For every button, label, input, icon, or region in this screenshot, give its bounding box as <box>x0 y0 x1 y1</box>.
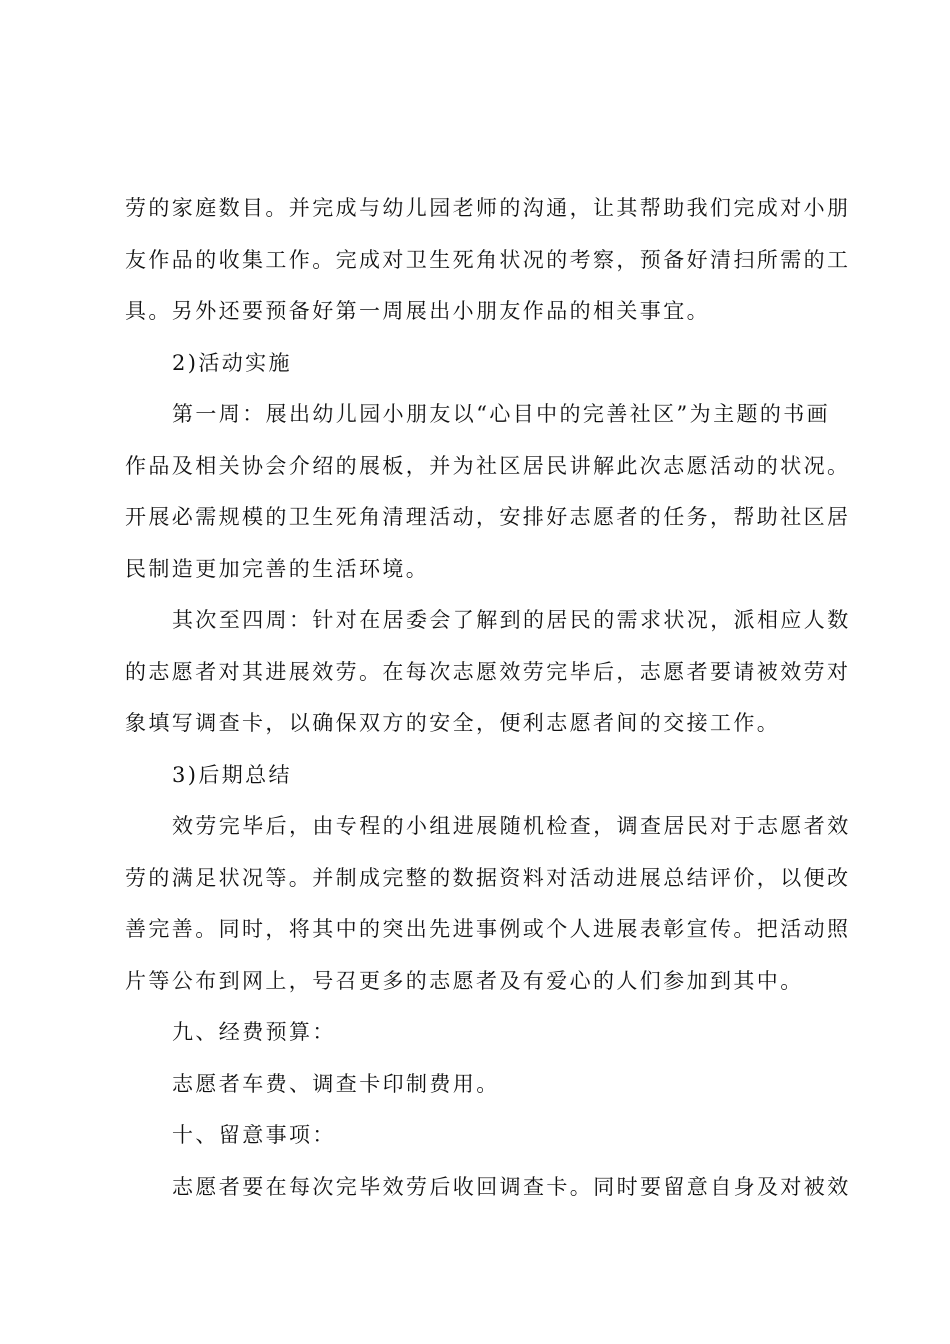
paragraph-budget <box>125 1059 830 1111</box>
text-line: 效劳完毕后，由专程的小组进展随机检查，调查居民对于志愿者效 <box>172 814 851 838</box>
paragraph-week-one <box>125 389 851 595</box>
heading-text: 十、留意事项： <box>172 1123 336 1147</box>
text-line: 志愿者车费、调查卡印制费用。 <box>172 1071 500 1096</box>
heading-text: 3)后期总结 <box>172 762 292 787</box>
section-heading-notes <box>125 1110 830 1162</box>
text-line: 开展必需规模的卫生死角清理活动，安排好志愿者的任务，帮助社区居 <box>125 505 851 529</box>
paragraph-notes <box>125 1162 851 1214</box>
text-line: 片等公布到网上，号召更多的志愿者及有爱心的人们参加到其中。 <box>125 968 804 993</box>
document-body <box>125 183 851 1213</box>
text-line: 的志愿者对其进展效劳。在每次志愿效劳完毕后，志愿者要请被效劳对 <box>125 659 851 684</box>
text-line: 其次至四周：针对在居委会了解到的居民的需求状况，派相应人数 <box>172 608 851 632</box>
text-line: 民制造更加完善的生活环境。 <box>125 556 430 581</box>
section-heading-later-summary <box>125 750 830 802</box>
text-line: 象填写调查卡，以确保双方的安全，便利志愿者间的交接工作。 <box>125 711 781 735</box>
text-line: 善完善。同时，将其中的突出先进事例或个人进展表彰宣传。把活动照 <box>125 917 851 941</box>
text-line: 作品及相关协会介绍的展板，并为社区居民讲解此次志愿活动的状况。 <box>125 453 851 478</box>
paragraph-summary <box>125 801 851 1007</box>
text-line: 友作品的收集工作。完成对卫生死角状况的考察，预备好清扫所需的工 <box>125 247 851 272</box>
text-line: 第一周：展出幼儿园小朋友以“心目中的完善社区”为主题的书画 <box>172 402 831 426</box>
section-heading-budget <box>125 1007 830 1059</box>
text-line: 劳的满足状况等。并制成完整的数据资料对活动进展总结评价，以便改 <box>125 865 851 890</box>
paragraph-weeks-two-to-four <box>125 595 851 750</box>
text-line: 志愿者要在每次完毕效劳后收回调查卡。同时要留意自身及对被效 <box>172 1174 851 1199</box>
paragraph-continuation <box>125 183 851 338</box>
section-heading-activity-implementation <box>125 338 830 390</box>
text-line: 劳的家庭数目。并完成与幼儿园老师的沟通，让其帮助我们完成对小朋 <box>125 196 851 220</box>
heading-text: 2)活动实施 <box>172 350 292 375</box>
heading-text: 九、经费预算： <box>172 1020 336 1044</box>
text-line: 具。另外还要预备好第一周展出小朋友作品的相关事宜。 <box>125 299 710 323</box>
